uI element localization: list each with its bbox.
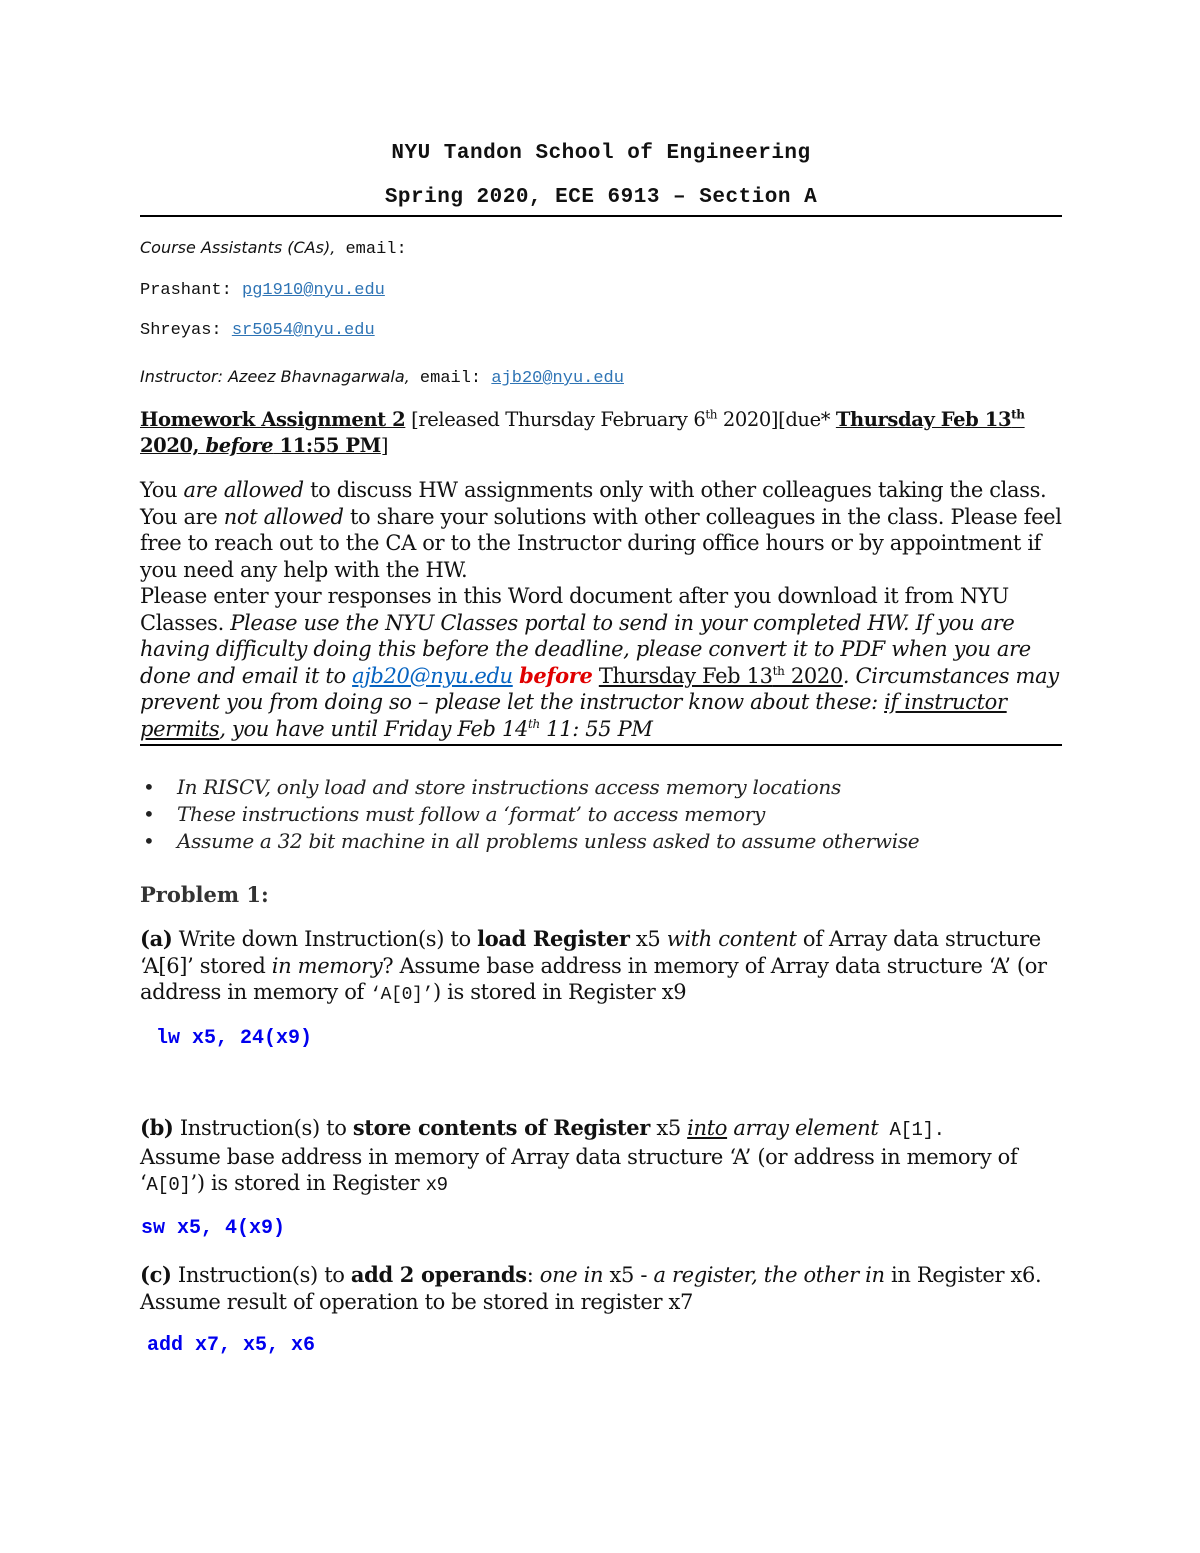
submit-email-link[interactable]: ajb20@nyu.edu [352, 663, 513, 688]
prashant-email-link[interactable]: pg1910@nyu.edu [242, 281, 385, 300]
problem-1c-question: (c) Instruction(s) to add 2 operands: one in x5 - a register, the other in in Register x6. Assume result of operation to be stored in register x7 [140, 1262, 1042, 1314]
due-date: Thursday Feb 13th [835, 407, 1025, 431]
problem-1b-question: (b) Instruction(s) to store contents of Register x5 into array element A[1]. Assume base address in memory of Array data structure ‘A’ (or address in memory of ‘A[0]’) is stored in Register x9 [140, 1115, 1018, 1196]
problem-1a-answer: lw x5, 24(x9) [156, 1027, 313, 1050]
problem-1c-answer: add x7, x5, x6 [147, 1334, 316, 1357]
school-title: NYU Tandon School of Engineering [391, 142, 811, 165]
notes-list [140, 774, 1062, 855]
list-item: • Assume a 32 bit machine in all problems unless asked to assume otherwise [140, 828, 1062, 855]
instructor-contact: Instructor: Azeez Bhavnagarwala, email: ajb20@nyu.edu [140, 367, 624, 388]
assignment-title: Homework Assignment 2 [140, 408, 406, 431]
problem-1a-question: (a) Write down Instruction(s) to load Register x5 with content of Array data structure ‘A[6]’ stored in memory? Assume base address in memory of Array data structure ‘A’ (or address in memory of ‘A[0]’) is stored in Register x9 [140, 926, 1047, 1005]
header-rule [140, 215, 1062, 217]
assignment-heading: Homework Assignment 2 [released Thursday February 6th 2020][due* Thursday Feb 13th 2020, before 11:55 PM] [140, 407, 1025, 457]
policy-paragraph-2: Please enter your responses in this Word document after you download it from NYU Classes. Please use the NYU Classes portal to send in your completed HW. If you are having difficulty doing this before the deadline, please convert it to PDF when you are done and email it to ajb20@nyu.edu before Thursday Feb 13th 2020. Circumstances may prevent you from doing so – please let the instructor know about these: if instructor permits, you have until Friday Feb 14th 11: 55 PM [140, 584, 1059, 741]
due-time: 2020, before 11:55 PM [140, 434, 381, 457]
list-item: • These instructions must follow a ‘format’ to access memory [140, 801, 1062, 828]
prashant-contact: Prashant: pg1910@nyu.edu [140, 281, 385, 300]
shreyas-contact: Shreyas: sr5054@nyu.edu [140, 321, 375, 340]
policy-paragraph-1: You are allowed to discuss HW assignments only with other colleagues taking the class. You are not allowed to share your solutions with other colleagues in the class. Please feel free to reach out to the CA or to the Instructor during office hours or by appointment if you need any help with the HW. [140, 478, 1062, 582]
submit-deadline: Thursday Feb 13th 2020 [598, 663, 843, 688]
list-item: • In RISCV, only load and store instructions access memory locations [140, 774, 1062, 801]
shreyas-email-link[interactable]: sr5054@nyu.edu [231, 321, 375, 340]
course-title: Spring 2020, ECE 6913 – Section A [384, 186, 818, 209]
policy-rule [140, 744, 1062, 746]
ca-heading: Course Assistants (CAs), email: [140, 238, 407, 259]
problem-1b-answer: sw x5, 4(x9) [141, 1217, 286, 1240]
instructor-email-link[interactable]: ajb20@nyu.edu [491, 369, 624, 388]
problem-1-title: Problem 1: [140, 882, 269, 907]
before-emphasis: before [519, 662, 593, 688]
